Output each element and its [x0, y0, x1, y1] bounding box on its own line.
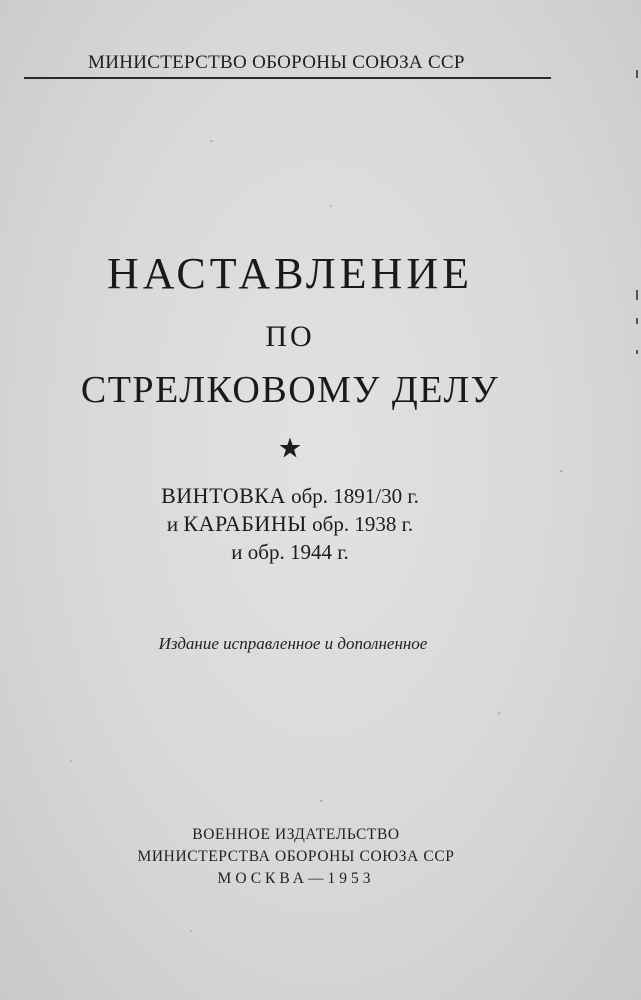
edition-note: Издание исправленное и дополненное [158, 634, 428, 653]
weapon-line-2 [0, 511, 580, 537]
paper-speck [498, 712, 500, 715]
paper-speck [70, 760, 72, 762]
scan-edge-mark [636, 70, 638, 78]
weapon-carbine-model: обр. 1938 г. [306, 512, 414, 536]
title-connector: ПО [265, 320, 315, 353]
star-icon [278, 436, 302, 460]
header-rule [24, 77, 551, 79]
imprint-publisher: ВОЕННОЕ ИЗДАТЕЛЬСТВО [192, 826, 400, 843]
paper-speck [560, 470, 563, 472]
weapon-line-3: и обр. 1944 г. [231, 540, 349, 564]
scan-edge-mark [636, 350, 638, 354]
weapon-carbine-name: КАРАБИНЫ [183, 511, 307, 536]
paper-speck [190, 930, 192, 932]
paper-speck [330, 205, 332, 207]
paper-speck [320, 800, 323, 802]
imprint-ministry: МИНИСТЕРСТВА ОБОРОНЫ СОЮЗА ССР [137, 848, 455, 865]
scan-edge-mark [636, 290, 638, 300]
weapon-line-1 [0, 483, 580, 509]
scan-edge-mark [636, 318, 638, 324]
paper-speck [210, 140, 213, 142]
publisher-header: МИНИСТЕРСТВО ОБОРОНЫ СОЮЗА ССР [88, 52, 465, 73]
weapon-carbine-prefix: и [166, 512, 184, 536]
title-main: НАСТАВЛЕНИЕ [107, 249, 473, 298]
imprint-city-year: МОСКВА—1953 [217, 870, 375, 887]
weapon-rifle-model: обр. 1891/30 г. [285, 484, 419, 508]
title-subject: СТРЕЛКОВОМУ ДЕЛУ [80, 369, 500, 411]
weapon-rifle-name: ВИНТОВКА [161, 483, 286, 508]
